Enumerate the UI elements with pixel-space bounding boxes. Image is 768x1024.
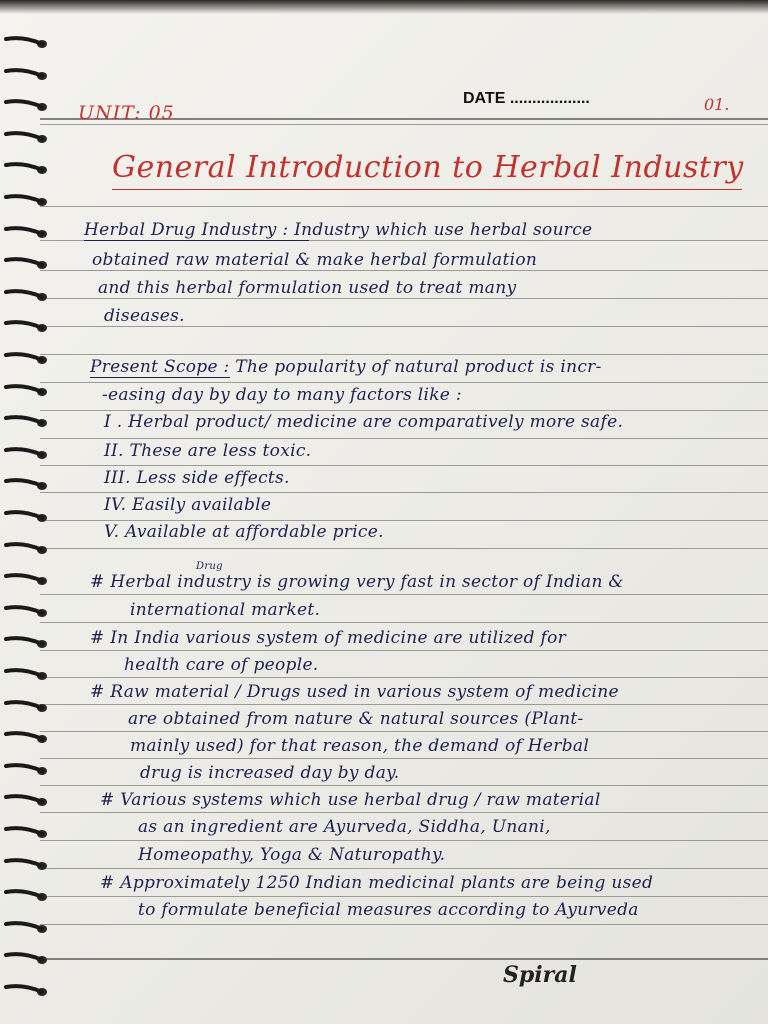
list-item: II. These are less toxic. xyxy=(104,441,312,461)
spiral-ring xyxy=(4,700,50,716)
rule xyxy=(40,270,768,271)
page-title: General Introduction to Herbal Industry xyxy=(112,150,744,185)
page-number: 01. xyxy=(704,95,730,114)
spiral-ring xyxy=(4,478,50,494)
spiral-ring xyxy=(4,731,50,747)
rule xyxy=(40,410,768,411)
rule xyxy=(40,924,768,925)
spiral-ring xyxy=(4,605,50,621)
rule xyxy=(40,206,768,207)
rule xyxy=(40,868,768,869)
text-line: # Various systems which use herbal drug / raw material xyxy=(100,790,601,810)
text-line: health care of people. xyxy=(124,655,319,675)
text-line: and this herbal formulation used to treat many xyxy=(98,278,517,298)
rule xyxy=(40,650,768,651)
spiral-ring xyxy=(4,320,50,336)
spiral-ring xyxy=(4,352,50,368)
text-line: # In India various system of medicine are utilized for xyxy=(90,628,567,648)
spiral-ring xyxy=(4,510,50,526)
insert-word: Drug xyxy=(196,561,223,572)
rule xyxy=(40,465,768,466)
spiral-ring xyxy=(4,794,50,810)
text-line: international market. xyxy=(130,600,321,620)
rule xyxy=(40,704,768,705)
rule xyxy=(40,520,768,521)
spiral-ring xyxy=(4,858,50,874)
spiral-ring xyxy=(4,542,50,558)
spiral-ring xyxy=(4,99,50,115)
spiral-ring xyxy=(4,415,50,431)
text-line: # Raw material / Drugs used in various system of medicine xyxy=(90,682,619,702)
list-item: I . Herbal product/ medicine are comparatively more safe. xyxy=(104,412,624,432)
unit-label: UNIT: 05 xyxy=(78,102,175,124)
spiral-ring xyxy=(4,36,50,52)
spiral-ring xyxy=(4,257,50,273)
list-item: V. Available at affordable price. xyxy=(104,522,384,542)
spiral-binding xyxy=(0,0,60,1024)
title-underline xyxy=(112,189,742,190)
text-line: are obtained from nature & natural sources (Plant- xyxy=(128,709,584,729)
spiral-ring xyxy=(4,226,50,242)
rule xyxy=(40,896,768,897)
spiral-ring xyxy=(4,636,50,652)
spiral-ring xyxy=(4,384,50,400)
text-line: # Approximately 1250 Indian medicinal plants are being used xyxy=(100,873,654,893)
heading-underline xyxy=(90,377,230,378)
rule xyxy=(40,298,768,299)
rule xyxy=(40,677,768,678)
rule xyxy=(40,548,768,549)
text-line: Present Scope : The popularity of natural product is incr- xyxy=(90,357,602,377)
text-line: Homeopathy, Yoga & Naturopathy. xyxy=(138,845,446,865)
spiral-ring xyxy=(4,289,50,305)
rule xyxy=(40,840,768,841)
spiral-ring xyxy=(4,763,50,779)
rule xyxy=(40,438,768,439)
text-line: to formulate beneficial measures according to Ayurveda xyxy=(138,900,639,920)
spiral-ring xyxy=(4,889,50,905)
spiral-ring xyxy=(4,921,50,937)
text-line: drug is increased day by day. xyxy=(140,763,400,783)
text-line: # Herbal industry is growing very fast in sector of Indian & xyxy=(90,572,624,592)
heading-underline xyxy=(84,240,309,241)
rule xyxy=(40,354,768,355)
rule xyxy=(40,594,768,595)
page-top-shadow xyxy=(0,0,768,14)
text-line: Herbal Drug Industry : Industry which use herbal source xyxy=(84,220,593,240)
brand-logo: Spiral xyxy=(503,962,577,988)
spiral-ring xyxy=(4,68,50,84)
header-rule-2 xyxy=(40,124,768,125)
text-line: obtained raw material & make herbal formulation xyxy=(92,250,538,270)
spiral-ring xyxy=(4,447,50,463)
spiral-ring xyxy=(4,952,50,968)
text-line: diseases. xyxy=(104,306,185,326)
spiral-ring xyxy=(4,573,50,589)
date-label: DATE .................. xyxy=(463,90,590,107)
rule xyxy=(40,622,768,623)
rule xyxy=(40,731,768,732)
spiral-ring xyxy=(4,131,50,147)
list-item: III. Less side effects. xyxy=(104,468,290,488)
spiral-ring xyxy=(4,194,50,210)
spiral-ring xyxy=(4,668,50,684)
text-line: mainly used) for that reason, the demand of Herbal xyxy=(130,736,590,756)
list-item: IV. Easily available xyxy=(104,495,272,515)
footer-rule xyxy=(40,958,768,960)
text-line: -easing day by day to many factors like : xyxy=(102,385,462,405)
spiral-ring xyxy=(4,162,50,178)
text-line: as an ingredient are Ayurveda, Siddha, Unani, xyxy=(138,817,551,837)
rule xyxy=(40,382,768,383)
rule xyxy=(40,812,768,813)
rule xyxy=(40,326,768,327)
spiral-ring xyxy=(4,984,50,1000)
rule xyxy=(40,785,768,786)
spiral-ring xyxy=(4,826,50,842)
rule xyxy=(40,758,768,759)
rule xyxy=(40,492,768,493)
